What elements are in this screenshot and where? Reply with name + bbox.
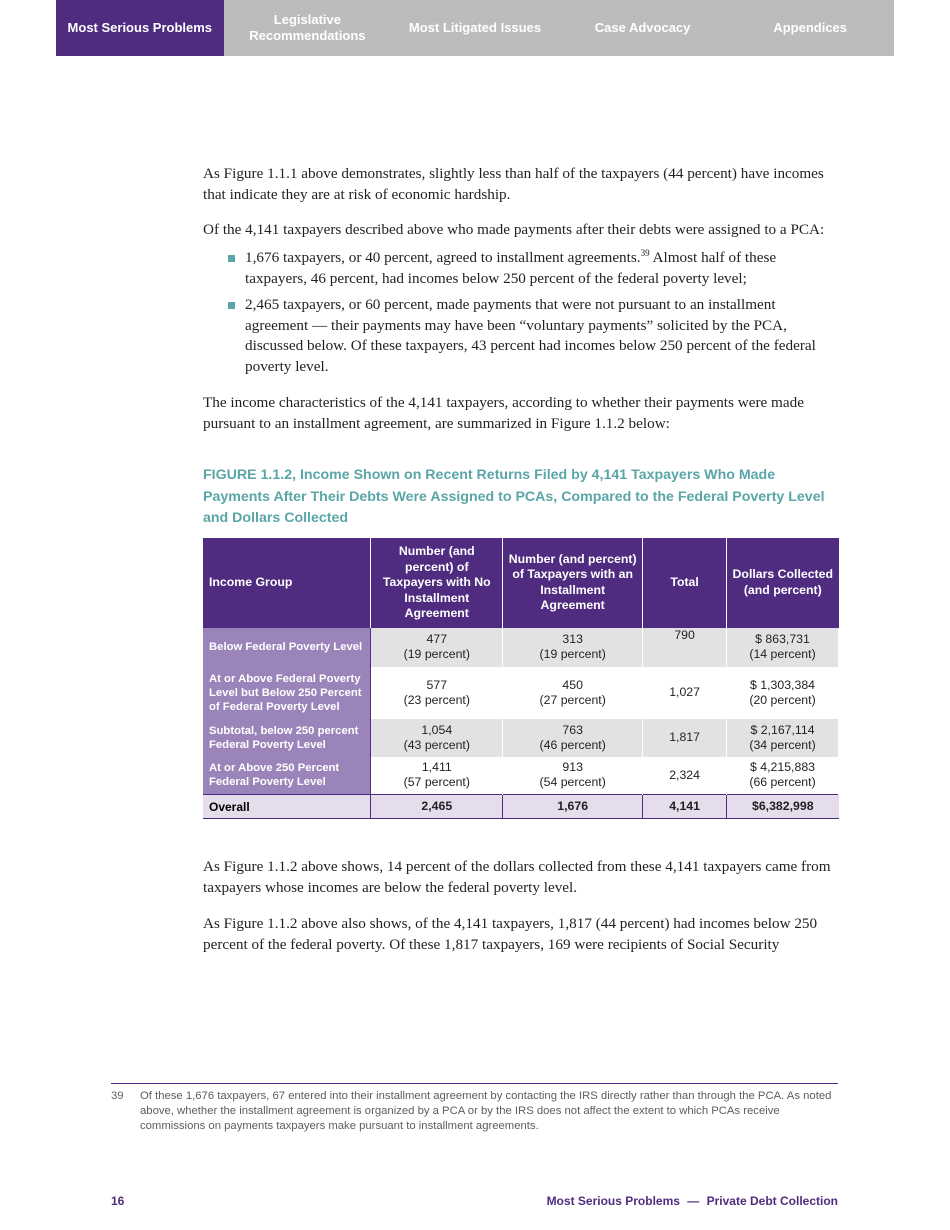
square-bullet-icon (228, 302, 235, 309)
footnote-ref-link[interactable]: 39 (640, 247, 650, 258)
column-header: Number (and percent) of Taxpayers with an Installment Agreement (503, 538, 643, 628)
body-paragraph: As Figure 1.1.1 above demonstrates, slightly less than half of the taxpayers (44 percent) have incomes that indicate they are at risk of economic hardship. (203, 165, 824, 203)
row-label: At or Above 250 Percent Federal Poverty Level (203, 757, 371, 795)
table-cell: 1,676 (503, 795, 643, 819)
table-cell: 450 (27 percent) (503, 667, 643, 719)
table-cell: 1,411 (57 percent) (371, 757, 503, 795)
tab-most-litigated-issues[interactable]: Most Litigated Issues (408, 20, 542, 35)
column-header: Number (and percent) of Taxpayers with No Installment Agreement (371, 538, 503, 628)
tab-legislative-recommendations[interactable]: Legislative Recommendations (249, 12, 366, 43)
column-header: Total (643, 538, 727, 628)
table-cell: 1,054 (43 percent) (371, 719, 503, 757)
body-paragraph-2-block (203, 220, 838, 241)
bullet-text: 1,676 taxpayers, or 40 percent, agreed to installment agreements. (245, 249, 641, 266)
body-paragraph-3-block (203, 393, 838, 434)
table-cell: 763 (46 percent) (503, 719, 643, 757)
body-paragraph: The income characteristics of the 4,141 taxpayers, according to whether their payments were made pursuant to an installment agreement, are summarized in Figure 1.1.2 below: (203, 394, 804, 432)
row-label: Overall (203, 795, 371, 819)
table-cell: 1,027 (643, 667, 727, 719)
table-cell: 2,465 (371, 795, 503, 819)
bullet-text: Almost half of these taxpayers, 46 percent, had incomes below 250 percent of the federal poverty level; (245, 249, 777, 287)
list-item (203, 248, 838, 289)
table-cell: $ 1,303,384 (20 percent) (727, 667, 839, 719)
tab-most-serious-problems[interactable]: Most Serious Problems (56, 0, 224, 56)
table-cell: $ 4,215,883 (66 percent) (727, 757, 839, 795)
body-paragraph-4-block (203, 857, 838, 898)
table-row (203, 719, 839, 757)
body-paragraph: As Figure 1.1.2 above shows, 14 percent of the dollars collected from these 4,141 taxpayers came from taxpayers whose incomes are below the federal poverty level. (203, 858, 831, 896)
table-cell: 913 (54 percent) (503, 757, 643, 795)
bullet-list (203, 248, 838, 383)
list-item (203, 295, 838, 377)
table-cell: $ 2,167,114 (34 percent) (727, 719, 839, 757)
tab-case-advocacy[interactable]: Case Advocacy (594, 20, 691, 35)
section-nav-tabs (56, 0, 894, 56)
table-cell: $ 863,731 (14 percent) (727, 628, 839, 667)
running-footer (547, 1194, 838, 1208)
table-row (203, 757, 839, 795)
table-cell: 577 (23 percent) (371, 667, 503, 719)
table-row (203, 628, 839, 667)
table-cell: $6,382,998 (727, 795, 839, 819)
footnote-number: 39 (111, 1090, 124, 1102)
footnote-text: Of these 1,676 taxpayers, 67 entered into their installment agreement by contacting the IRS directly rather than through the PCA. As noted above, whether the installment agreement is organized by a PCA or by the IRS does not affect the extent to which PCAs receive commissions on payments taxpayers make pursuant to installment agreements. (140, 1090, 832, 1133)
row-label: Below Federal Poverty Level (203, 628, 371, 667)
income-table (203, 538, 839, 819)
footer-section: Most Serious Problems (546, 1194, 680, 1208)
bullet-text: 2,465 taxpayers, or 60 percent, made payments that were not pursuant to an installment agreement — their payments may have been “voluntary payments” solicited by the PCA, discussed below. Of these taxpayers, 43 percent had incomes below 250 percent of the federal poverty level. (245, 296, 816, 375)
body-paragraph: Of the 4,141 taxpayers described above who made payments after their debts were assigned to a PCA: (203, 221, 825, 238)
footnote-divider (111, 1083, 838, 1084)
row-label: At or Above Federal Poverty Level but Below 250 Percent of Federal Poverty Level (203, 667, 371, 719)
figure-title: FIGURE 1.1.2, Income Shown on Recent Returns Filed by 4,141 Taxpayers Who Made Payments After Their Debts Were Assigned to PCAs, Compared to the Federal Poverty Level and Dollars Collected (203, 467, 825, 526)
column-header: Dollars Collected (and percent) (727, 538, 839, 628)
table-cell: 477 (19 percent) (371, 628, 503, 667)
footer-separator: — (687, 1194, 700, 1208)
table-cell: 2,324 (643, 757, 727, 795)
table-row (203, 667, 839, 719)
square-bullet-icon (228, 255, 235, 262)
footer-topic: Private Debt Collection (706, 1194, 838, 1208)
table-row-overall (203, 795, 839, 819)
table-cell: 313 (19 percent) (503, 628, 643, 667)
row-label: Subtotal, below 250 percent Federal Poverty Level (203, 719, 371, 757)
body-paragraph-5-block (203, 914, 838, 955)
table-cell: 790 (643, 628, 727, 667)
body-paragraph: As Figure 1.1.2 above also shows, of the 4,141 taxpayers, 1,817 (44 percent) had incomes below 250 percent of the federal poverty. Of these 1,817 taxpayers, 169 were recipients of Social Security (203, 915, 818, 953)
table-cell: 1,817 (643, 719, 727, 757)
page-number: 16 (111, 1194, 125, 1208)
table-cell: 4,141 (643, 795, 727, 819)
footnote (111, 1089, 838, 1135)
body-paragraph-1-block (203, 164, 838, 205)
column-header: Income Group (203, 538, 371, 628)
tab-appendices[interactable]: Appendices (773, 20, 848, 35)
figure-title-block (203, 465, 838, 530)
